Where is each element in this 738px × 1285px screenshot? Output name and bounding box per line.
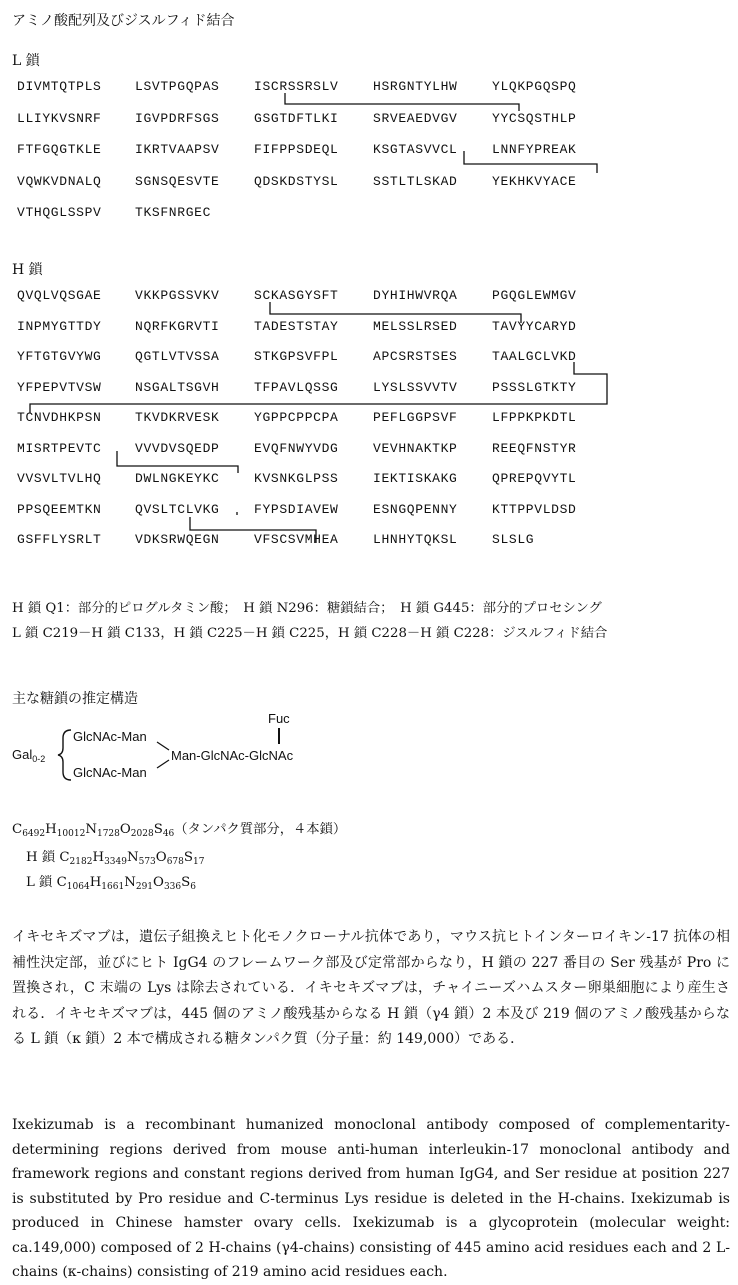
element-symbol: S — [153, 822, 163, 837]
h_chain-block: QVQLVQSGAE — [17, 288, 102, 303]
element-symbol: N — [85, 822, 97, 837]
l_chain-block: YLQKPGQSPQ — [492, 79, 577, 94]
element-count: 1064 — [66, 882, 90, 892]
h_chain-block: IEKTISKAKG — [373, 471, 458, 486]
h_chain-block: QGTLVTVSSA — [135, 349, 220, 364]
note-modifications: H 鎖 Q1：部分的ピログルタミン酸； H 鎖 N296：糖鎖結合； H 鎖 G445：部分的プロセシング — [12, 601, 602, 616]
l_chain-block: DIVMTQTPLS — [17, 79, 102, 94]
element-count: 17 — [193, 857, 205, 867]
h_chain-block: REEQFNSTYR — [492, 440, 577, 456]
h_chain-block: TAVYYCARYD — [492, 318, 577, 334]
h_chain-block: MELSSLRSED — [373, 318, 458, 334]
formula-l-chain: L 鎖 $C_{1064}H_{1661}N_{291}O_{336}S_6$ — [26, 875, 196, 892]
h_chain-block: PGQGLEWMGV — [492, 288, 577, 303]
l_chain-block: SSTLTLSKAD — [373, 173, 458, 189]
element-symbol: H — [92, 850, 105, 865]
element-count: 2028 — [130, 829, 154, 839]
element-symbol: H — [45, 822, 57, 837]
h_chain-block: NSGALTSGVH — [135, 379, 220, 395]
h_chain-block: QPREPQVYTL — [492, 471, 577, 486]
h_chain-block: TAALGCLVKD — [492, 349, 577, 364]
h_chain-block: TCNVDHKPSN — [17, 410, 102, 425]
element-symbol: S — [183, 850, 193, 865]
h_chain-block: YFTGTGVYWG — [17, 349, 102, 364]
h_chain-block: INPMYGTTDY — [17, 318, 102, 334]
h_chain-block: QVSLTCLVKG — [135, 501, 220, 517]
element-count: 1728 — [96, 829, 120, 839]
element-count: 336 — [163, 882, 182, 892]
h_chain-block: VEVHNAKTKP — [373, 440, 458, 456]
element-symbol: N — [124, 875, 136, 890]
glycan-heading: 主な糖鎖の推定構造 — [12, 691, 138, 707]
l-chain-label: L 鎖 — [12, 53, 40, 69]
h_chain-block: FYPSDIAVEW — [254, 501, 339, 517]
h_chain-block: NQRFKGRVTI — [135, 318, 220, 334]
element-symbol: O — [119, 822, 131, 837]
h_chain-block: LFPPKPKDTL — [492, 410, 577, 425]
element-count: 678 — [166, 857, 184, 867]
h_chain-block: LHNHYTQKSL — [373, 532, 458, 547]
element-symbol: C — [59, 850, 70, 865]
l_chain-block: YEKHKVYACE — [492, 173, 577, 189]
l_chain-block: YYCSQSTHLP — [492, 110, 577, 126]
h_chain-block: SLSLG — [492, 532, 535, 547]
h_chain-block: PEFLGGPSVF — [373, 410, 458, 425]
h_chain-block: VVVDVSQEDP — [135, 440, 220, 456]
l_chain-block: SGNSQESVTE — [135, 173, 220, 189]
h_chain-block: PPSQEEMTKN — [17, 501, 102, 517]
h_chain-block: PSSSLGTKTY — [492, 379, 577, 395]
h_chain-block: KVSNKGLPSS — [254, 471, 339, 486]
l_chain-block: FIFPPSDEQL — [254, 142, 339, 157]
l_chain-block: LNNFYPREAK — [492, 142, 577, 157]
h_chain-block: EVQFNWYVDG — [254, 440, 339, 456]
page-title: アミノ酸配列及びジスルフィド結合 — [12, 13, 235, 29]
h_chain-block: KTTPPVLDSD — [492, 501, 577, 517]
glycan-gal: Gal$_{0-2}$ — [12, 747, 46, 764]
h_chain-block: LYSLSSVVTV — [373, 379, 458, 395]
l_chain-block: IGVPDRFSGS — [135, 110, 220, 126]
h_chain-block: GSFFLYSRLT — [17, 532, 102, 547]
element-count: 291 — [135, 882, 154, 892]
element-count: 6 — [190, 882, 196, 892]
l_chain-block: QDSKDSTYSL — [254, 173, 339, 189]
element-symbol: O — [153, 875, 164, 890]
h_chain-block: VDKSRWQEGN — [135, 532, 220, 547]
h-chain-label: H 鎖 — [12, 262, 43, 278]
element-symbol: S — [181, 875, 191, 890]
h_chain-block: YGPPCPPCPA — [254, 410, 339, 425]
h_chain-block: ESNGQPENNY — [373, 501, 458, 517]
l_chain-block: ISCRSSRSLV — [254, 79, 339, 94]
l_chain-block: VQWKVDNALQ — [17, 173, 102, 189]
h_chain-block: MISRTPEVTC — [17, 440, 102, 456]
l_chain-block: TKSFNRGEC — [135, 205, 212, 220]
h_chain-block: SCKASGYSFT — [254, 288, 339, 303]
element-symbol: N — [126, 850, 139, 865]
glycan-branch-bottom: GlcNAc-Man — [73, 765, 147, 780]
formula-total: $C_{6492}H_{10012}N_{1728}O_{2028}S_{46}$（タンパク質部分，４本鎖） — [12, 822, 347, 839]
element-symbol: H — [89, 875, 102, 890]
h_chain-block: STKGPSVFPL — [254, 349, 339, 364]
l_chain-block: LSVTPGQPAS — [135, 79, 220, 94]
l_chain-block: FTFGQGTKLE — [17, 142, 102, 157]
glycan-fucose: Fuc — [268, 711, 290, 726]
h_chain-block: TKVDKRVESK — [135, 410, 220, 425]
element-symbol: C — [12, 822, 23, 837]
element-count: 3349 — [104, 857, 127, 867]
glycan-branch-top: GlcNAc-Man — [73, 729, 147, 744]
h_chain-block: TFPAVLQSSG — [254, 379, 339, 395]
l_chain-block: VTHQGLSSPV — [17, 205, 102, 220]
l_chain-block: GSGTDFTLKI — [254, 110, 339, 126]
description-english: Ixekizumab is a recombinant humanized monoclonal antibody composed of complementarity-determining regions derived from mouse anti-human interleukin-17 monoclonal antibody and framework regions and constant regions derived from human IgG4, and Ser residue at position 227 is substituted by Pro residue and C-terminus Lys residue is deleted in the H-chains. Ixekizumab is produced in Chinese hamster ovary cells. Ixekizumab is a glycoprotein (molecular weight: ca.149,000) composed of 2 H-chains (γ4-chains) consisting of 445 amino acid residues each and 2 L-chains (κ-chains) consisting of 219 amino acid residues each. — [12, 1117, 730, 1280]
h_chain-block: VKKPGSSVKV — [135, 288, 220, 303]
glycan-core: Man-GlcNAc-GlcNAc — [171, 748, 294, 763]
note-disulfide: L 鎖 C219－H 鎖 C133，H 鎖 C225－H 鎖 C225，H 鎖 C228－H 鎖 C228：ジスルフィド結合 — [12, 626, 608, 641]
formula-h-chain: H 鎖 $C_{2182}H_{3349}N_{573}O_{678}S_{17}$ — [26, 850, 205, 867]
l_chain-block: SRVEAEDVGV — [373, 110, 458, 126]
element-count: 6492 — [22, 829, 46, 839]
h_chain-block: DYHIHWVRQA — [373, 288, 458, 303]
element-count: 573 — [138, 857, 156, 867]
h_chain-block: TADESTSTAY — [254, 318, 339, 334]
h_chain-block: YFPEPVTVSW — [17, 379, 102, 395]
l_chain-block: IKRTVAAPSV — [135, 142, 220, 157]
element-symbol: O — [155, 850, 167, 865]
element-symbol: C — [56, 875, 67, 890]
h_chain-block: APCSRSTSES — [373, 349, 458, 364]
l_chain-block: LLIYKVSNRF — [17, 110, 102, 126]
l_chain-block: KSGTASVVCL — [373, 142, 458, 157]
description-japanese: イキセキズマブは，遺伝子組換えヒト化モノクローナル抗体であり，マウス抗ヒトインターロイキン-17 抗体の相補性決定部，並びにヒト IgG4 のフレームワーク部及び定常部からなり，H 鎖の 227 番目の Ser 残基が Pro に置換され，C 末端の Lys は除去されている．イキセキズマブは，チャイニーズハムスター卵巣細胞により産生される．イキセキズマブは，445 個のアミノ酸残基からなる H 鎖（γ4 鎖）2 本及び 219 個のアミノ酸残基からなる L 鎖（κ 鎖）2 本で構成される糖タンパク質（分子量：約 149,000）である． — [12, 929, 730, 1047]
h_chain-block: VFSCSVMHEA — [254, 532, 339, 547]
l_chain-block: HSRGNTYLHW — [373, 79, 458, 94]
element-count: 46 — [162, 829, 175, 839]
element-count: 1661 — [101, 882, 125, 892]
element-count: 2182 — [69, 857, 93, 867]
h_chain-block: DWLNGKEYKC — [135, 471, 220, 486]
element-count: 10012 — [56, 829, 86, 839]
h_chain-block: VVSVLTVLHQ — [17, 471, 102, 486]
